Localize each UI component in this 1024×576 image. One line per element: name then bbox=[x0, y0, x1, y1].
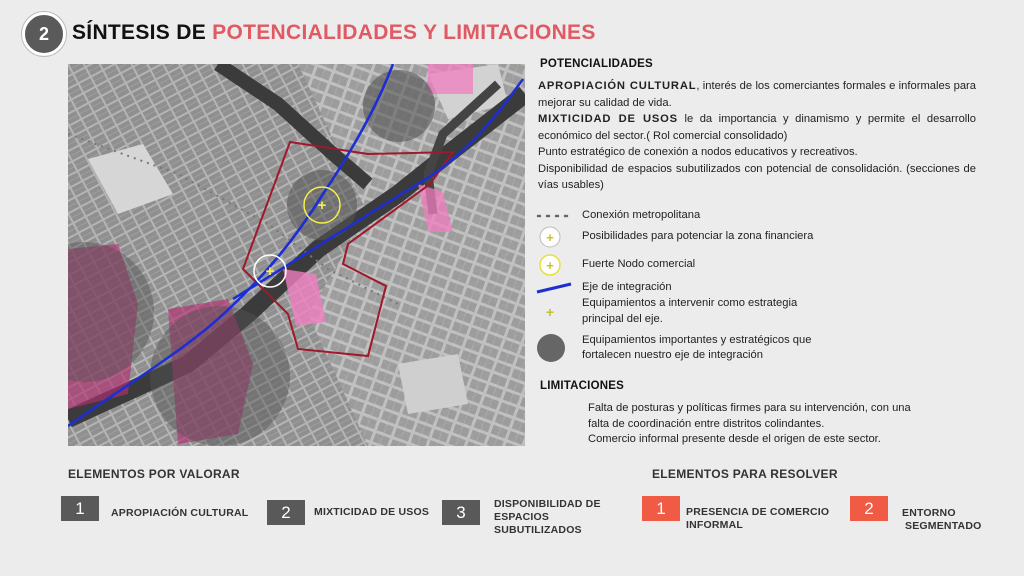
gray-circle-icon bbox=[536, 331, 572, 365]
potencialidad-1: APROPIACIÓN CULTURAL, interés de los comerciantes formales e informales para mejorar su calidad de vida. bbox=[538, 80, 976, 109]
legend-item: + Equipamientos a intervenir como estrategia principal del eje. bbox=[536, 296, 797, 327]
valorar-number-1: 1 bbox=[61, 496, 99, 521]
limitaciones-heading: LIMITACIONES bbox=[540, 380, 624, 392]
legend-item: + Fuerte Nodo comercial bbox=[536, 252, 695, 278]
valorar-number-2: 2 bbox=[267, 500, 305, 525]
potencialidad-2: MIXTICIDAD DE USOS le da importancia y dinamismo y permite el desarrollo económico del sector.( Rol comercial consolidado) bbox=[538, 113, 977, 142]
title-part-2: POTENCIALIDADES Y LIMITACIONES bbox=[212, 21, 596, 44]
svg-text:+: + bbox=[545, 303, 555, 320]
page-title bbox=[72, 21, 596, 45]
limitaciones-text: Falta de posturas y políticas firmes para su intervención, con una falta de coordinación entre distritos colindantes. Comercio informal presente desde el origen de este sector. bbox=[588, 402, 911, 445]
valorar-label-1: APROPIACIÓN CULTURAL bbox=[111, 507, 249, 519]
yellow-cross-icon bbox=[536, 299, 572, 325]
legend-item: + Posibilidades para potenciar la zona financiera bbox=[536, 224, 813, 250]
resolver-heading: ELEMENTOS PARA RESOLVER bbox=[652, 467, 838, 481]
valorar-label-2: MIXTICIDAD DE USOS bbox=[314, 506, 430, 518]
svg-text:+: + bbox=[546, 258, 554, 273]
potencialidad-3: Punto estratégico de conexión a nodos educativos y recreativos. bbox=[538, 146, 858, 158]
valorar-label-3: DISPONIBILIDAD DE ESPACIOS SUBUTILIZADOS bbox=[494, 498, 601, 536]
potencialidad-4: Disponibilidad de espacios subutilizados con potencial de consolidación. (secciones de vías usables) bbox=[538, 162, 976, 191]
legend-item: Eje de integración bbox=[536, 275, 672, 301]
resolver-label-2: ENTORNO SEGMENTADO bbox=[902, 507, 982, 532]
pink-zone bbox=[428, 64, 473, 94]
title-part-1: SÍNTESIS DE bbox=[72, 21, 206, 44]
resolver-number-2: 2 bbox=[850, 496, 888, 521]
site-map bbox=[68, 64, 525, 446]
node-cross-icon: + bbox=[265, 263, 275, 280]
equipment-circle bbox=[150, 306, 290, 446]
map-drawing bbox=[68, 64, 525, 446]
open-area bbox=[398, 354, 468, 414]
potencialidades-heading: POTENCIALIDADES bbox=[540, 58, 653, 70]
valorar-number-3: 3 bbox=[442, 500, 480, 525]
legend-item: Equipamientos importantes y estratégicos que fortalecen nuestro eje de integración bbox=[536, 331, 811, 365]
white-circle-cross-icon bbox=[536, 224, 572, 250]
svg-text:+: + bbox=[546, 230, 554, 245]
resolver-number-1: 1 bbox=[642, 496, 680, 521]
potencialidades-text bbox=[538, 78, 976, 194]
section-number-badge: 2 bbox=[22, 12, 66, 56]
resolver-label-1: PRESENCIA DE COMERCIO INFORMAL bbox=[686, 506, 830, 531]
node-cross-icon: + bbox=[317, 197, 327, 214]
valorar-heading: ELEMENTOS POR VALORAR bbox=[68, 467, 240, 481]
legend-item: Conexión metropolitana bbox=[536, 203, 700, 229]
